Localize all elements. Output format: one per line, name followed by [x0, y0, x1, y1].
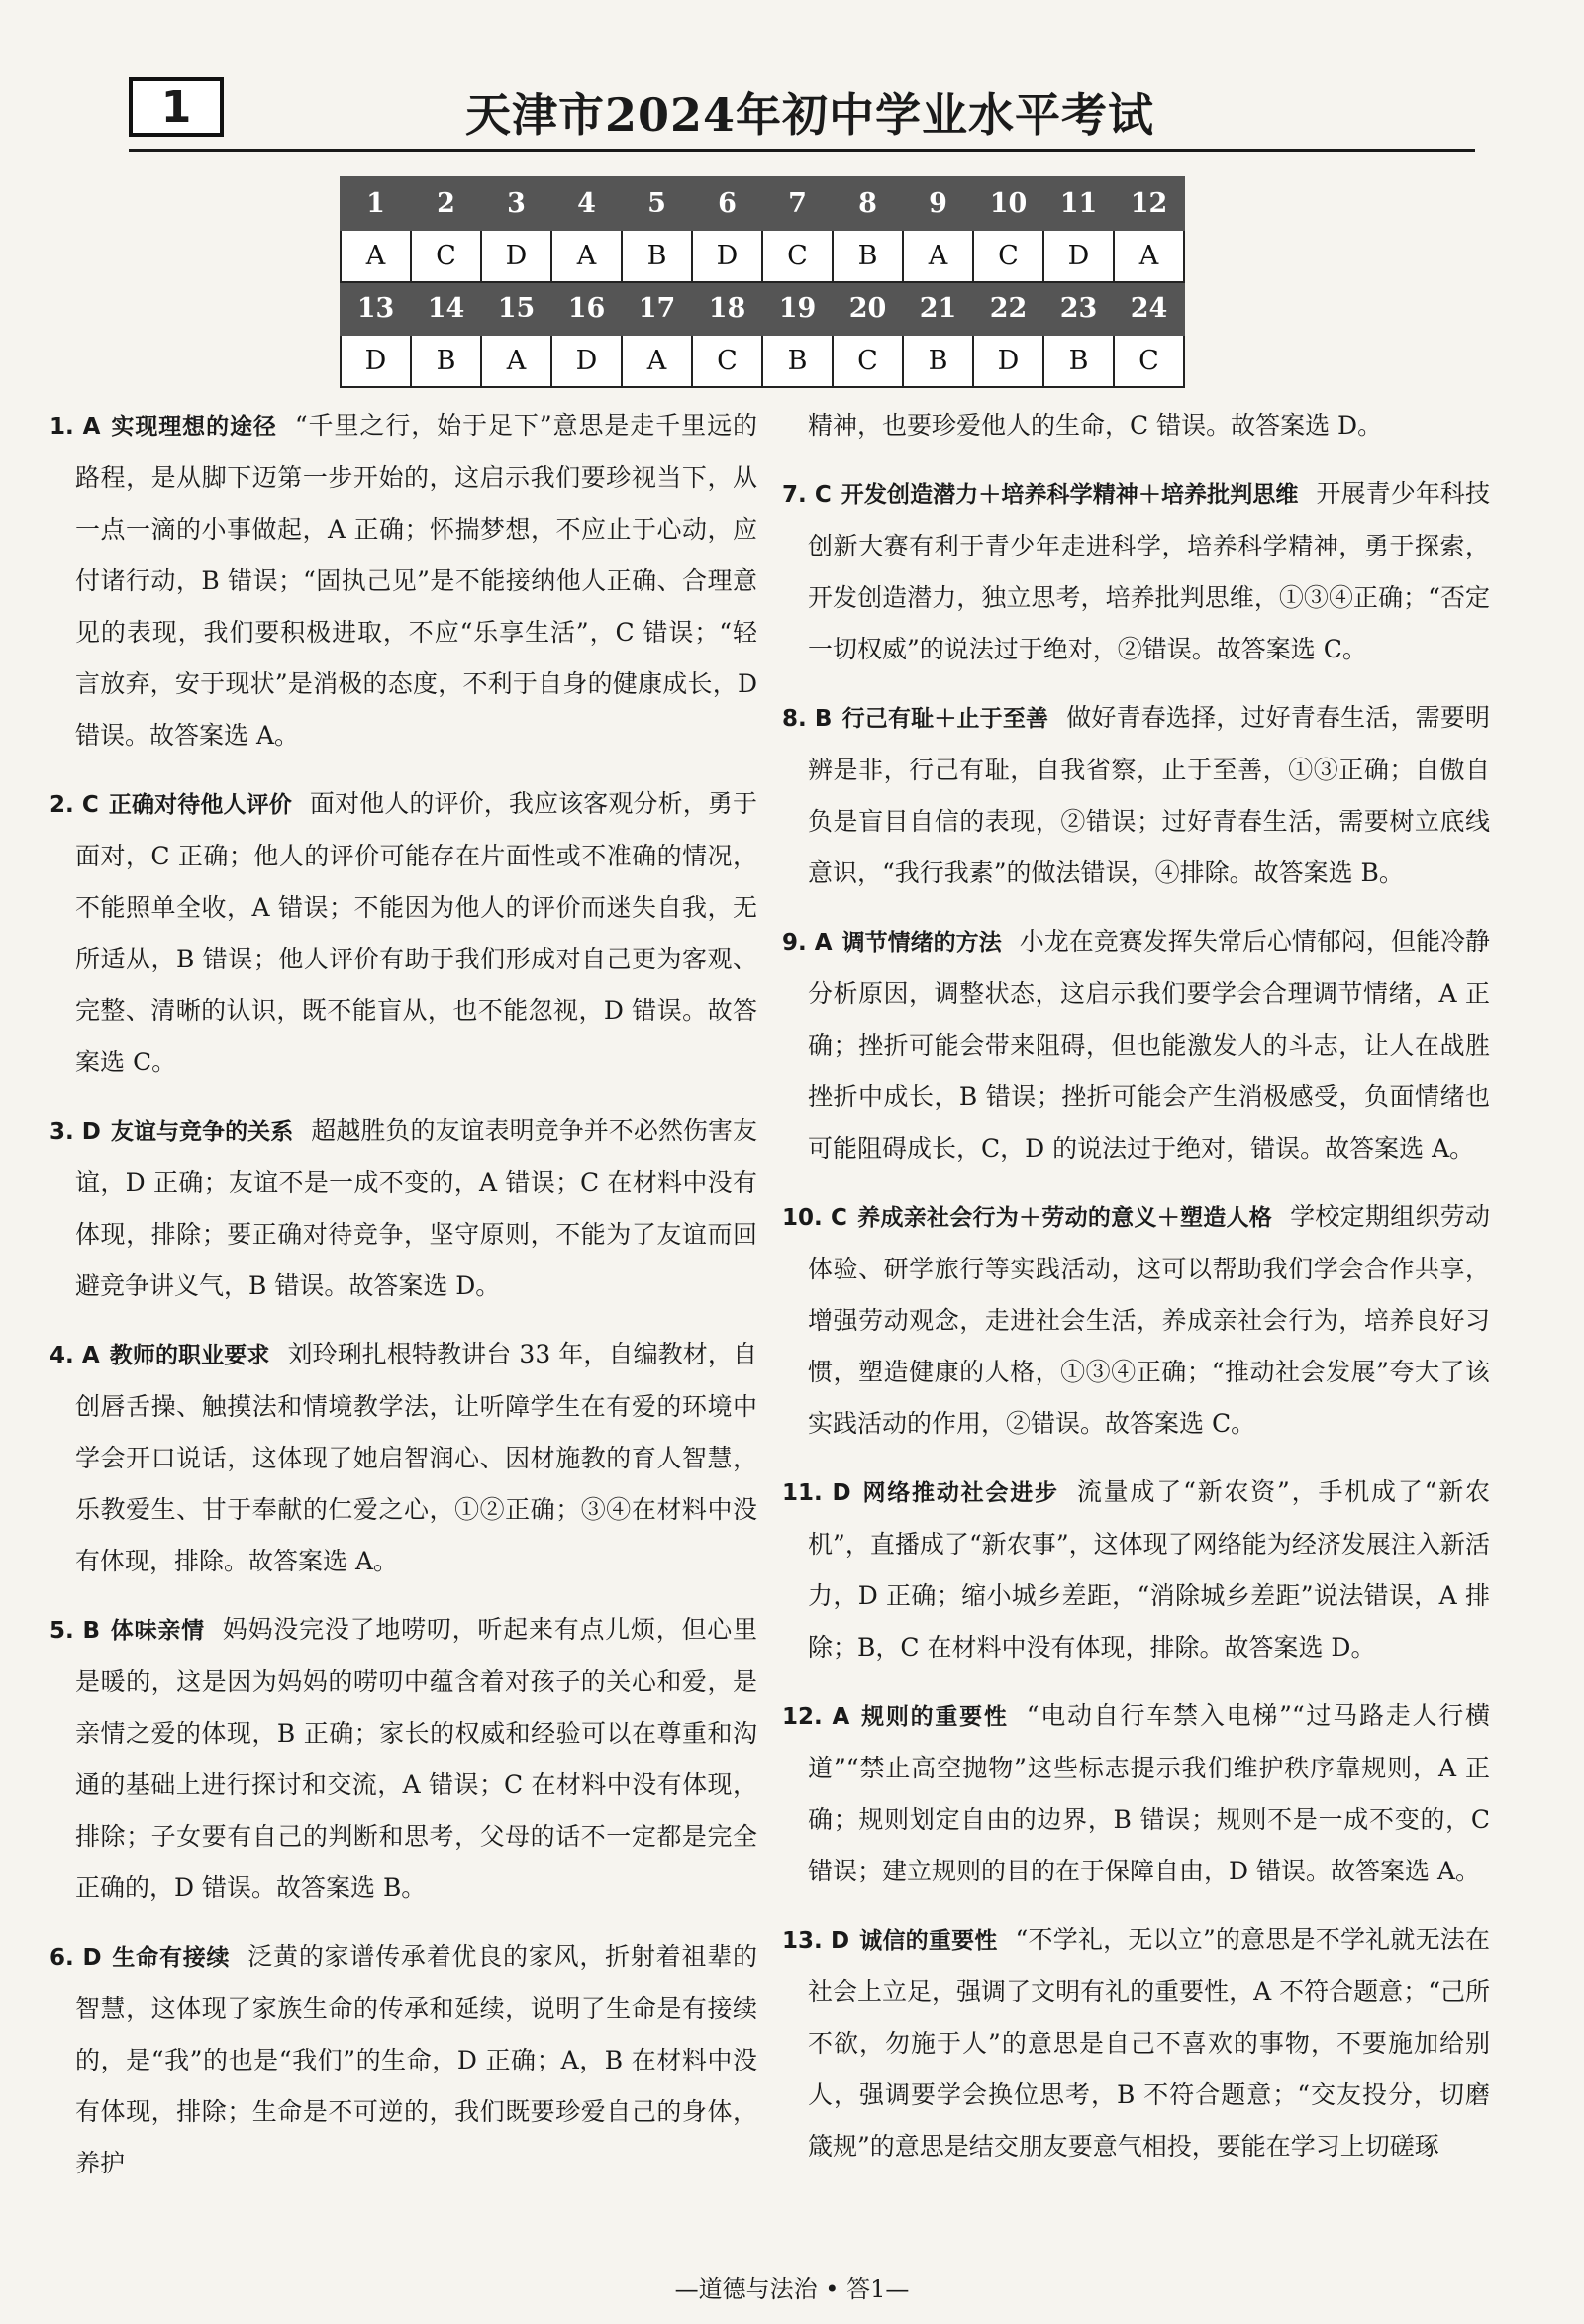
question-number-cell-8: 8 [833, 177, 903, 230]
question-number-cell-6: 18 [692, 282, 762, 335]
question-number-cell-7: 19 [762, 282, 833, 335]
answer-cell-2: C [411, 230, 481, 282]
answer-row-values-2 [341, 335, 1184, 387]
answer-cell-10: C [973, 230, 1043, 282]
explanation-item [782, 916, 1490, 1174]
answer-cell-11: D [1043, 230, 1114, 282]
answer-cell-1: A [341, 230, 411, 282]
page-title: 天津市2024年初中学业水平考试 [465, 88, 1155, 142]
knowledge-point: 友谊与竞争的关系 [110, 1119, 294, 1145]
question-number-cell-11: 23 [1043, 282, 1114, 335]
answer-cell-12: C [1114, 335, 1184, 387]
question-number-cell-2: 2 [411, 177, 481, 230]
page-footer: —道德与法治 • 答1— [674, 2275, 910, 2303]
explanation-text: 做好青春选择，过好青春生活，需要明辨是非，行己有耻，自我省察，止于至善，①③正确；自傲自负是盲目自信的表现，②错误；过好青春生活，需要树立底线意识，“我行我素”的做法错误，④排除。故答案选 B。 [808, 703, 1490, 887]
question-number-cell-10: 10 [973, 177, 1043, 230]
question-number-cell-9: 9 [903, 177, 973, 230]
question-number-cell-11: 11 [1043, 177, 1114, 230]
explanation-text: 超越胜负的友谊表明竞争并不必然伤害友谊，D 正确；友谊不是一成不变的，A 错误；C 在材料中没有体现，排除；要正确对待竞争，坚守原则，不能为了友谊而回避竞争讲义气，B 错误。故答案选 D。 [75, 1116, 758, 1300]
explanation-text: “千里之行，始于足下”意思是走千里远的路程，是从脚下迈第一步开始的，这启示我们要珍视当下，从一点一滴的小事做起，A 正确；怀揣梦想，不应止于心动，应付诸行动，B 错误；“固执己见”是不能接纳他人正确、合理意见的表现，我们要积极进取，不应“乐享生活”，C 错误；“轻言放弃，安于现状”是消极的态度，不利于自身的健康成长，D 错误。故答案选 A。 [75, 411, 757, 750]
question-number-cell-9: 21 [903, 282, 973, 335]
explanation-item [50, 1105, 757, 1312]
knowledge-point: 诚信的重要性 [859, 1928, 998, 1954]
question-answer-label: 4. A [50, 1343, 100, 1368]
question-answer-label: 1. A [50, 414, 101, 440]
answer-cell-2: B [411, 335, 481, 387]
question-number-cell-12: 24 [1114, 282, 1184, 335]
question-answer-label: 9. A [782, 930, 833, 956]
question-answer-label: 8. B [782, 706, 833, 732]
question-number-cell-6: 6 [692, 177, 762, 230]
question-answer-label: 3. D [50, 1119, 101, 1145]
explanation-item [50, 778, 757, 1088]
explanation-item [782, 692, 1490, 899]
answer-cell-4: D [551, 335, 622, 387]
answer-cell-4: A [551, 230, 622, 282]
knowledge-point: 实现理想的途径 [110, 414, 277, 440]
answer-cell-1: D [341, 335, 411, 387]
question-number-cell-1: 1 [341, 177, 411, 230]
explanation-item [50, 400, 757, 761]
answer-row-numbers-2 [341, 282, 1184, 335]
question-answer-label: 6. D [50, 1945, 102, 1970]
question-number-cell-10: 22 [973, 282, 1043, 335]
answer-row-numbers-1 [341, 177, 1184, 230]
explanation-text: 面对他人的评价，我应该客观分析，勇于面对，C 正确；他人的评价可能存在片面性或不准确的情况，不能照单全收，A 错误；不能因为他人的评价而迷失自我，无所适从，B 错误；他人评价有助于我们形成对自己更为客观、完整、清晰的认识，既不能盲从，也不能忽视，D 错误。故答案选 C。 [75, 789, 757, 1076]
answer-cell-9: A [903, 230, 973, 282]
explanation-item [50, 1329, 757, 1587]
question-answer-label: 12. A [782, 1704, 850, 1730]
question-number-cell-3: 3 [481, 177, 551, 230]
paper-number-box: 1 [129, 77, 224, 137]
knowledge-point: 开发创造潜力＋培养科学精神＋培养批判思维 [841, 482, 1299, 508]
question-number-cell-12: 12 [1114, 177, 1184, 230]
explanation-item [782, 468, 1490, 675]
right-column [782, 400, 1490, 2189]
answer-cell-3: D [481, 230, 551, 282]
answer-cell-6: C [692, 335, 762, 387]
title-divider [129, 149, 1475, 152]
question-number-cell-5: 5 [622, 177, 692, 230]
answer-cell-7: B [762, 335, 833, 387]
question-answer-label: 11. D [782, 1480, 851, 1506]
question-number-cell-5: 17 [622, 282, 692, 335]
explanation-text: 学校定期组织劳动体验、研学旅行等实践活动，这可以帮助我们学会合作共享，增强劳动观念，走进社会生活，养成亲社会行为，培养良好习惯，塑造健康的人格，①③④正确；“推动社会发展”夸大了该实践活动的作用，②错误。故答案选 C。 [808, 1202, 1490, 1438]
explanation-text: 妈妈没完没了地唠叨，听起来有点儿烦，但心里是暖的，这是因为妈妈的唠叨中蕴含着对孩子的关心和爱，是亲情之爱的体现，B 正确；家长的权威和经验可以在尊重和沟通的基础上进行探讨和交流，A 错误；C 在材料中没有体现，排除；子女要有自己的判断和思考，父母的话不一定都是完全正确的，D 错误。故答案选 B。 [75, 1615, 758, 1902]
explanation-item [782, 1191, 1490, 1450]
answer-cell-10: D [973, 335, 1043, 387]
explanation-item [50, 1604, 757, 1914]
answer-cell-3: A [481, 335, 551, 387]
explanation-text: 开展青少年科技创新大赛有利于青少年走进科学，培养科学精神，勇于探索，开发创造潜力，独立思考，培养批判思维，①③④正确；“否定一切权威”的说法过于绝对，②错误。故答案选 C。 [808, 479, 1490, 663]
answer-cell-5: B [622, 230, 692, 282]
answer-row-values-1 [341, 230, 1184, 282]
question-number-cell-8: 20 [833, 282, 903, 335]
answer-cell-5: A [622, 335, 692, 387]
question-number-cell-1: 13 [341, 282, 411, 335]
question-answer-label: 7. C [782, 482, 832, 508]
question-number-cell-4: 16 [551, 282, 622, 335]
explanation-text: 小龙在竞赛发挥失常后心情郁闷，但能冷静分析原因，调整状态，这启示我们要学会合理调节情绪，A 正确；挫折可能会带来阻碍，但也能激发人的斗志，让人在战胜挫折中成长，B 错误；挫折可能会产生消极感受，负面情绪也可能阻碍成长，C，D 的说法过于绝对，错误。故答案选 A。 [808, 927, 1490, 1162]
knowledge-point: 教师的职业要求 [109, 1343, 270, 1368]
explanation-item [782, 1914, 1490, 2172]
knowledge-point: 规则的重要性 [859, 1704, 1009, 1730]
answer-cell-8: C [833, 335, 903, 387]
explanation-text: 刘玲琍扎根特教讲台 33 年，自编教材，自创唇舌操、触摸法和情境教学法，让听障学生在有爱的环境中学会开口说话，这体现了她启智润心、因材施教的育人智慧，乐教爱生、甘于奉献的仁爱之心，①②正确；③④在材料中没有体现，排除。故答案选 A。 [75, 1340, 757, 1575]
answer-cell-9: B [903, 335, 973, 387]
question-answer-label: 10. C [782, 1205, 847, 1231]
question-number-cell-2: 14 [411, 282, 481, 335]
explanation-text: 精神，也要珍爱他人的生命，C 错误。故答案选 D。 [808, 411, 1383, 440]
knowledge-point: 正确对待他人评价 [108, 792, 292, 818]
knowledge-point: 养成亲社会行为＋劳动的意义＋塑造人格 [856, 1205, 1273, 1231]
answer-key-table [340, 176, 1185, 388]
question-number-cell-4: 4 [551, 177, 622, 230]
explanation-item [782, 1466, 1490, 1673]
knowledge-point: 体味亲情 [110, 1618, 205, 1644]
question-answer-label: 2. C [50, 792, 99, 818]
question-answer-label: 5. B [50, 1618, 101, 1644]
explanation-item [50, 1931, 757, 2189]
explanation-item [782, 400, 1490, 452]
knowledge-point: 调节情绪的方法 [842, 930, 1002, 956]
answer-cell-6: D [692, 230, 762, 282]
answer-cell-8: B [833, 230, 903, 282]
answer-cell-7: C [762, 230, 833, 282]
explanation-text: 流量成了“新农资”，手机成了“新农机”，直播成了“新农事”，这体现了网络能为经济发展注入新活力，D 正确；缩小城乡差距，“消除城乡差距”说法错误，A 排除；B，C 在材料中没有体现，排除。故答案选 D。 [808, 1477, 1491, 1662]
question-number-cell-7: 7 [762, 177, 833, 230]
knowledge-point: 网络推动社会进步 [860, 1480, 1059, 1506]
explanation-text: “不学礼，无以立”的意思是不学礼就无法在社会上立足，强调了文明有礼的重要性，A 不符合题意；“己所不欲，勿施于人”的意思是自己不喜欢的事物，不要施加给别人，强调要学会换位思考，B 不符合题意；“交友投分，切磨箴规”的意思是结交朋友要意气相投，要能在学习上切磋琢 [808, 1925, 1491, 2161]
knowledge-point: 生命有接续 [111, 1945, 231, 1970]
answer-cell-12: A [1114, 230, 1184, 282]
question-number-cell-3: 15 [481, 282, 551, 335]
answer-cell-11: B [1043, 335, 1114, 387]
question-answer-label: 13. D [782, 1928, 850, 1954]
explanation-item [782, 1690, 1490, 1897]
left-column [50, 400, 757, 2206]
explanation-text: “电动自行车禁入电梯”“过马路走人行横道”“禁止高空抛物”这些标志提示我们维护秩序靠规则，A 正确；规则划定自由的边界，B 错误；规则不是一成不变的，C 错误；建立规则的目的在于保障自由，D 错误。故答案选 A。 [808, 1701, 1491, 1885]
explanation-text: 泛黄的家谱传承着优良的家风，折射着祖辈的智慧，这体现了家族生命的传承和延续，说明了生命是有接续的，是“我”的也是“我们”的生命，D 正确；A，B 在材料中没有体现，排除；生命是不可逆的，我们既要珍爱自己的身体，养护 [75, 1942, 758, 2177]
knowledge-point: 行己有耻＋止于至善 [842, 706, 1049, 732]
